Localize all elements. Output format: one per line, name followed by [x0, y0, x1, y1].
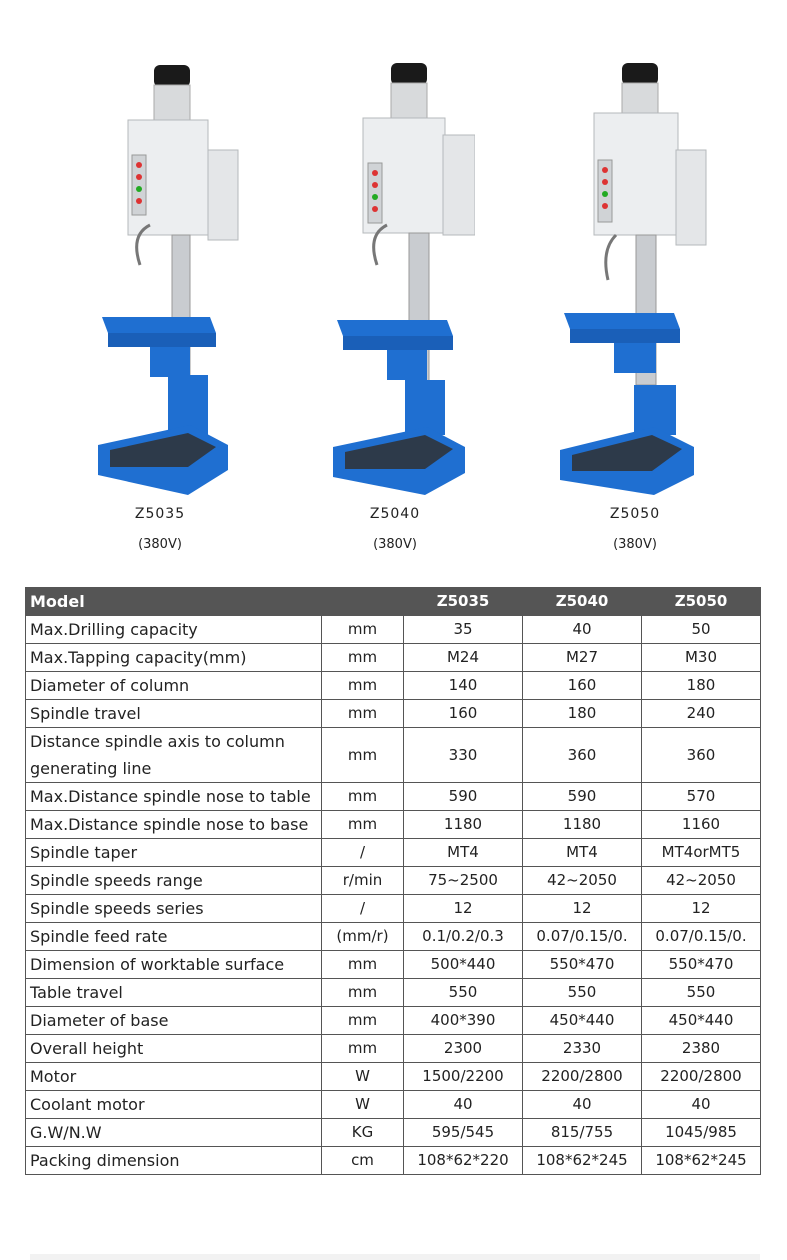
- table-row: [26, 1063, 761, 1091]
- table-row: [26, 672, 761, 700]
- spec-value: 815/755: [523, 1119, 642, 1147]
- table-row: [26, 867, 761, 895]
- spec-value: 160: [404, 700, 523, 728]
- spec-value: 108*62*220: [404, 1147, 523, 1175]
- spec-unit: W: [322, 1063, 404, 1091]
- drill-press-illustration: [315, 55, 475, 495]
- table-row: [26, 1035, 761, 1063]
- spec-value: 2300: [404, 1035, 523, 1063]
- spec-value: 500*440: [404, 951, 523, 979]
- spec-value: 330: [404, 728, 523, 783]
- column-header: Model: [26, 588, 322, 616]
- machine-voltage-label: (380V): [373, 537, 417, 552]
- column-header: [322, 588, 404, 616]
- spec-value: 1180: [404, 811, 523, 839]
- spec-unit: mm: [322, 811, 404, 839]
- spec-value: 2380: [642, 1035, 761, 1063]
- spec-value: 2330: [523, 1035, 642, 1063]
- table-row: [26, 1119, 761, 1147]
- spec-unit: mm: [322, 672, 404, 700]
- spec-unit: mm: [322, 644, 404, 672]
- spec-value: 108*62*245: [523, 1147, 642, 1175]
- spec-value: 40: [404, 1091, 523, 1119]
- table-row: [26, 728, 761, 783]
- spec-name: Max.Distance spindle nose to base: [26, 811, 322, 839]
- spec-value: 75~2500: [404, 867, 523, 895]
- machine-image-z5050: [550, 55, 710, 495]
- spec-value: 450*440: [523, 1007, 642, 1035]
- spec-value: 1160: [642, 811, 761, 839]
- spec-unit: (mm/r): [322, 923, 404, 951]
- table-header-row: [26, 588, 761, 616]
- spec-value: 35: [404, 616, 523, 644]
- spec-unit: KG: [322, 1119, 404, 1147]
- spec-unit: W: [322, 1091, 404, 1119]
- spec-value: 550: [642, 979, 761, 1007]
- machine-image-z5040: [315, 55, 475, 495]
- spec-unit: mm: [322, 700, 404, 728]
- spec-value: MT4: [404, 839, 523, 867]
- spec-value: 590: [523, 783, 642, 811]
- spec-unit: /: [322, 839, 404, 867]
- table-row: [26, 895, 761, 923]
- spec-value: 590: [404, 783, 523, 811]
- spec-value: 50: [642, 616, 761, 644]
- spec-value: 0.07/0.15/0.: [523, 923, 642, 951]
- spec-value: 160: [523, 672, 642, 700]
- table-row: [26, 923, 761, 951]
- spec-value: MT4: [523, 839, 642, 867]
- spec-unit: mm: [322, 616, 404, 644]
- spec-name: Diameter of column: [26, 672, 322, 700]
- spec-name: Spindle travel: [26, 700, 322, 728]
- spec-name: Max.Drilling capacity: [26, 616, 322, 644]
- spec-value: 360: [523, 728, 642, 783]
- machine-gallery: [0, 0, 787, 570]
- spec-name: Spindle speeds series: [26, 895, 322, 923]
- spec-name: Table travel: [26, 979, 322, 1007]
- spec-name: Distance spindle axis to column generating line: [26, 728, 322, 783]
- spec-value: 595/545: [404, 1119, 523, 1147]
- table-row: [26, 839, 761, 867]
- spec-name: Motor: [26, 1063, 322, 1091]
- spec-value: 42~2050: [642, 867, 761, 895]
- spec-name: Overall height: [26, 1035, 322, 1063]
- spec-unit: mm: [322, 1007, 404, 1035]
- spec-value: 12: [404, 895, 523, 923]
- footer-divider: [30, 1254, 760, 1260]
- spec-value: 2200/2800: [642, 1063, 761, 1091]
- spec-name: Diameter of base: [26, 1007, 322, 1035]
- spec-value: 108*62*245: [642, 1147, 761, 1175]
- spec-unit: mm: [322, 783, 404, 811]
- spec-value: 12: [642, 895, 761, 923]
- table-row: [26, 811, 761, 839]
- spec-value: 40: [523, 616, 642, 644]
- spec-unit: mm: [322, 728, 404, 783]
- drill-press-illustration: [550, 55, 710, 495]
- drill-press-illustration: [80, 55, 240, 495]
- spec-name: G.W/N.W: [26, 1119, 322, 1147]
- spec-value: 2200/2800: [523, 1063, 642, 1091]
- spec-table: [25, 587, 761, 1175]
- spec-value: 40: [523, 1091, 642, 1119]
- spec-name: Packing dimension: [26, 1147, 322, 1175]
- spec-value: 40: [642, 1091, 761, 1119]
- spec-value: 550*470: [523, 951, 642, 979]
- spec-unit: mm: [322, 951, 404, 979]
- table-row: [26, 783, 761, 811]
- spec-name: Spindle feed rate: [26, 923, 322, 951]
- spec-value: MT4orMT5: [642, 839, 761, 867]
- table-row: [26, 700, 761, 728]
- spec-value: M30: [642, 644, 761, 672]
- spec-value: M27: [523, 644, 642, 672]
- spec-value: 12: [523, 895, 642, 923]
- column-header: Z5040: [523, 588, 642, 616]
- spec-value: 240: [642, 700, 761, 728]
- spec-value: 1500/2200: [404, 1063, 523, 1091]
- machine-model-label: Z5040: [369, 506, 421, 522]
- spec-value: 400*390: [404, 1007, 523, 1035]
- machine-voltage-label: (380V): [613, 537, 657, 552]
- table-row: [26, 1147, 761, 1175]
- table-row: [26, 644, 761, 672]
- spec-unit: mm: [322, 979, 404, 1007]
- table-row: [26, 979, 761, 1007]
- spec-name: Max.Tapping capacity(mm): [26, 644, 322, 672]
- table-row: [26, 616, 761, 644]
- spec-value: 1180: [523, 811, 642, 839]
- spec-value: 550*470: [642, 951, 761, 979]
- spec-value: 360: [642, 728, 761, 783]
- spec-value: 1045/985: [642, 1119, 761, 1147]
- table-row: [26, 1007, 761, 1035]
- spec-value: 42~2050: [523, 867, 642, 895]
- spec-name: Spindle taper: [26, 839, 322, 867]
- spec-name: Coolant motor: [26, 1091, 322, 1119]
- column-header: Z5035: [404, 588, 523, 616]
- machine-model-label: Z5050: [609, 506, 661, 522]
- spec-unit: mm: [322, 1035, 404, 1063]
- spec-value: 550: [404, 979, 523, 1007]
- spec-name: Dimension of worktable surface: [26, 951, 322, 979]
- machine-voltage-label: (380V): [138, 537, 182, 552]
- spec-unit: /: [322, 895, 404, 923]
- spec-value: M24: [404, 644, 523, 672]
- spec-unit: r/min: [322, 867, 404, 895]
- spec-value: 0.1/0.2/0.3: [404, 923, 523, 951]
- spec-value: 570: [642, 783, 761, 811]
- spec-value: 180: [523, 700, 642, 728]
- spec-unit: cm: [322, 1147, 404, 1175]
- machine-model-label: Z5035: [134, 506, 186, 522]
- machine-image-z5035: [80, 55, 240, 495]
- table-row: [26, 951, 761, 979]
- spec-name: Max.Distance spindle nose to table: [26, 783, 322, 811]
- spec-value: 550: [523, 979, 642, 1007]
- spec-value: 180: [642, 672, 761, 700]
- table-row: [26, 1091, 761, 1119]
- spec-value: 450*440: [642, 1007, 761, 1035]
- spec-value: 0.07/0.15/0.: [642, 923, 761, 951]
- spec-value: 140: [404, 672, 523, 700]
- spec-name: Spindle speeds range: [26, 867, 322, 895]
- column-header: Z5050: [642, 588, 761, 616]
